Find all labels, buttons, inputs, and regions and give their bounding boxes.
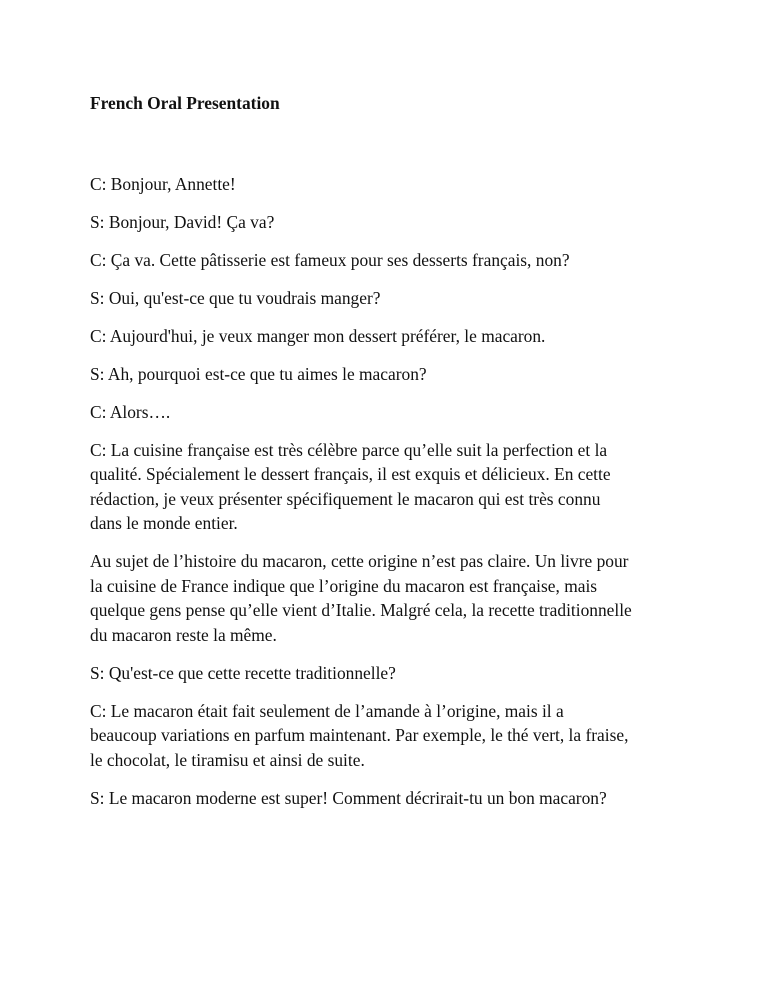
text-line: quelque gens pense qu’elle vient d’Italie. Malgré cela, la recette traditionnelle bbox=[90, 600, 632, 620]
text-line: C: Le macaron était fait seulement de l’amande à l’origine, mais il a bbox=[90, 700, 564, 721]
paragraph bbox=[90, 438, 680, 536]
text-line: le chocolat, le tiramisu et ainsi de suite. bbox=[90, 749, 365, 770]
text-line: S: Bonjour, David! Ça va? bbox=[90, 211, 275, 232]
document-body bbox=[90, 91, 680, 824]
text-line: C: La cuisine française est très célèbre parce qu’elle suit la perfection et la bbox=[90, 439, 608, 460]
text-line: C: Ça va. Cette pâtisserie est fameux pour ses desserts français, non? bbox=[90, 249, 570, 270]
paragraph bbox=[90, 362, 680, 387]
text-line: rédaction, je veux présenter spécifiquement le macaron qui est très connu bbox=[90, 488, 601, 509]
paragraph bbox=[90, 324, 680, 349]
dialogue-text bbox=[90, 172, 680, 811]
paragraph bbox=[90, 210, 680, 235]
paragraph bbox=[90, 248, 680, 273]
text-line: du macaron reste la même. bbox=[90, 624, 277, 645]
text-line: Au sujet de l’histoire du macaron, cette origine n’est pas claire. Un livre pour bbox=[90, 551, 629, 571]
paragraph bbox=[90, 172, 680, 197]
text-line: S: Oui, qu'est-ce que tu voudrais manger? bbox=[90, 287, 381, 308]
text-line: S: Qu'est-ce que cette recette traditionnelle? bbox=[90, 662, 396, 683]
paragraph bbox=[90, 786, 680, 811]
paragraph bbox=[90, 661, 680, 686]
paragraph bbox=[90, 549, 680, 647]
document-title: French Oral Presentation bbox=[90, 93, 280, 113]
text-line: beaucoup variations en parfum maintenant. Par exemple, le thé vert, la fraise, bbox=[90, 725, 629, 745]
text-line: qualité. Spécialement le dessert français, il est exquis et délicieux. En cette bbox=[90, 464, 611, 484]
text-line: C: Bonjour, Annette! bbox=[90, 173, 236, 194]
text-line: C: Alors…. bbox=[90, 401, 171, 422]
paragraph bbox=[90, 400, 680, 425]
text-line: S: Ah, pourquoi est-ce que tu aimes le macaron? bbox=[90, 363, 427, 384]
text-line: la cuisine de France indique que l’origine du macaron est française, mais bbox=[90, 575, 598, 596]
text-line: dans le monde entier. bbox=[90, 513, 238, 533]
text-line: C: Aujourd'hui, je veux manger mon dessert préférer, le macaron. bbox=[90, 325, 546, 346]
paragraph bbox=[90, 286, 680, 311]
paragraph bbox=[90, 699, 680, 773]
text-line: S: Le macaron moderne est super! Comment décrirait-tu un bon macaron? bbox=[90, 787, 607, 808]
